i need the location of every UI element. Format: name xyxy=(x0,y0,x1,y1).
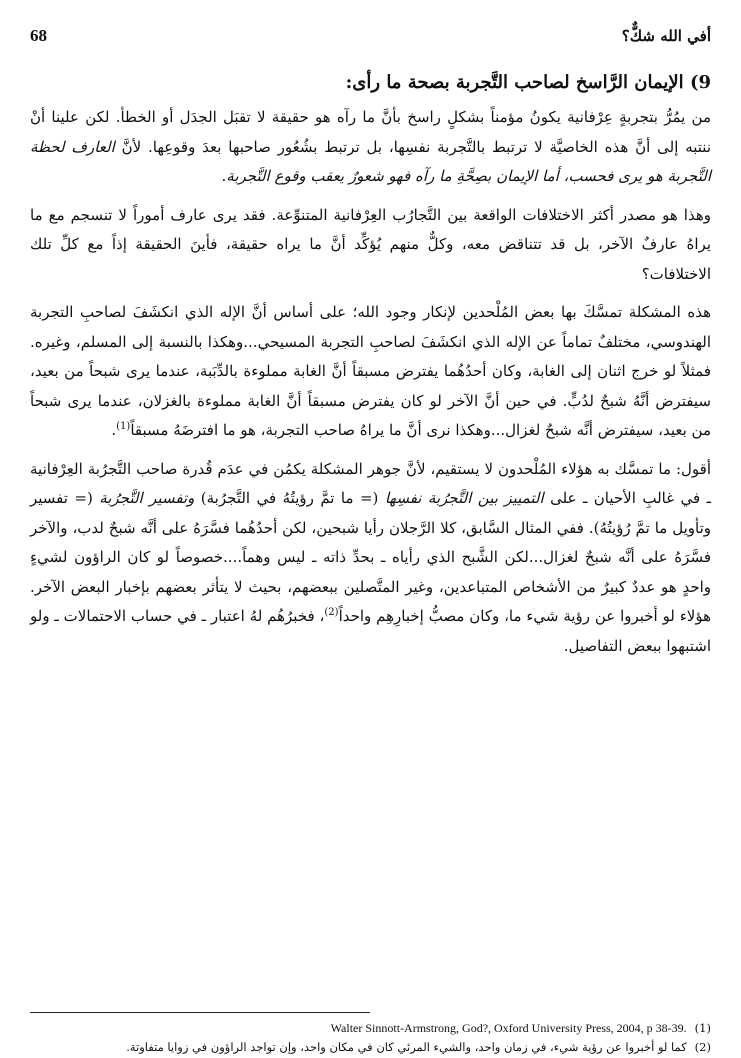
running-title: أفي الله شكٌّ؟ xyxy=(621,27,711,45)
paragraph-italic: التمييز بين التَّجرُبة نفسِها xyxy=(384,489,544,508)
paragraph-1 xyxy=(30,103,711,192)
paragraph-2 xyxy=(30,201,711,290)
paragraph-text: أقول: ما تمسَّك به هؤلاء المُلْحدون لا يستقيم، لأنَّ جوهر المشكلة يكمُن في عدَم قُدرة صاحب التَّجرُبة العِرْفانية ـ في غالبِ الأحيان ـ على xyxy=(30,459,712,508)
paragraph-text: وهذا هو مصدر أكثر الاختلافات الواقعة بين التَّجارُب العِرْفانية المتنوِّعة. فقد يرى عارف أموراً لا تنسجم مع ما يراهُ عارفٌ الآخر، بل قد تتناقض معه، وكلٌّ منهم يُؤكِّد أنَّ ما يراه حقيقة، فأينَ الحقيقة إذاً مع كلِّ تلك الاختلافات؟ xyxy=(30,205,711,283)
footnote-text: كما لو أخبروا عن رؤية شيء، في زمان واحد، والشيء المرئي كان في مكان واحد، وإن تواجد الراؤون في زوايا متفاوتة. xyxy=(126,1040,687,1054)
page-body xyxy=(30,58,711,670)
footnote-number: (2) xyxy=(694,1040,711,1054)
section-heading: 9) الإيمان الرَّاسخ لصاحب التَّجربة بصحة ما رأى: xyxy=(345,72,711,93)
page-header xyxy=(30,22,711,50)
paragraph-text: هذه المشكلة تمسَّكَ بها بعض المُلْحدين لإنكار وجود الله؛ على أساس أنَّ الإله الذي انكشَفَ لصاحبِ التجربة الهندوسي، مختلفٌ تماماً عن الإله الذي انكشَفَ لصاحبِ التجربة المسيحي...وهكذا بالنسبة إلى المسلم، وغيره. فمثلاً لو خرج اثنان إلى الغابة، وكان أحدُهُما يفترض مسبقاً أنَّ الغابة مملوءة بالدِّبَبة، عندما يرى شبحاً من بعيد، سيفترض أنَّهُ شبحٌ لدُبٍّ. في حين أنَّ الآخر لو كان يفترض مسبقاً أنَّ الغابة مملوءة بالغزلان، عندما يرى شبحاً من بعيد، سيفترض أنَّه شبحٌ لغزال...وهكذا نرى أنَّ ما يراهُ صاحب التجربة، هو ما افترضَهُ مسبقاً xyxy=(30,303,711,440)
paragraph-text: (= تفسير وتأويل ما تمَّ رُؤيتُهُ). ففي المثال السَّابق، كلا الرَّجلان رأيا شبحين، لكن أحدُهُما فسَّرَهُ على أنَّه شبحٌ لدب، والآخر فسَّرَهُ على أنَّه شبحٌ لغزال...لكن الشَّبح الذي رأياه ـ بحدِّ ذاته ـ ليس وهماً....خصوصاً لو كان الراؤون لشيءٍ واحدٍ هو عددٌ كبيرٌ من الأشخاص المتباعدين، وغير المتَّصلين ببعضهم، بحيث لا يتأثر بعضهم بإخبار البعض الآخر. هؤلاء لو أخبروا عن رؤية شيء ما، وكان مصبُّ إخبارِهِم واحداً xyxy=(30,489,711,626)
footnote-ref-2[interactable]: (2) xyxy=(324,607,339,619)
paragraph-italic: وتفسير التَّجرُبة xyxy=(99,489,195,508)
paragraph-text: (= ما تمَّ رؤيتُهُ في التَّجرُبة) xyxy=(194,489,385,508)
paragraph-text: من يمُرُّ بتجربةٍ عِرْفانية يكونُ مؤمناً بشكلٍ راسخ بأنَّ ما رآه هو حقيقة لا تقبَل الجدَل أو الخطأ. لكن علينا أنْ ننتبه إلى أنَّ هذه الخاصيَّة لا ترتبط بالتَّجربة نفسِها، بل ترتبط بشُعُور صاحبها بعدَ وقوعِها. لأنَّ xyxy=(30,108,711,156)
footnote-ref-1[interactable]: (1) xyxy=(116,421,131,433)
paragraph-tail: . xyxy=(111,421,117,440)
paragraph-4 xyxy=(30,455,711,662)
footnote-1 xyxy=(30,1020,711,1037)
paragraph-italic: العارف لحظة التَّجربة هو يرى فحسب، أما الإيمان بصِحَّةِ ما رآه فهو شعورٌ يعقب وقوع التَّجربة. xyxy=(30,137,711,186)
paragraph-3 xyxy=(30,298,711,446)
footnote-divider xyxy=(30,1012,370,1013)
paragraph-tail: ، فخبرُهُم لهُ اعتبار ـ في حساب الاحتمالات ـ ولو اشتبهوا ببعض التفاصيل. xyxy=(30,607,711,655)
page-number: 68 xyxy=(30,26,47,45)
footnotes xyxy=(30,1020,711,1058)
footnote-text: Walter Sinnott-Armstrong, God?, Oxford University Press, 2004, p 38-39. xyxy=(330,1021,687,1035)
footnote-number: (1) xyxy=(694,1021,711,1035)
footnote-2 xyxy=(30,1039,711,1056)
